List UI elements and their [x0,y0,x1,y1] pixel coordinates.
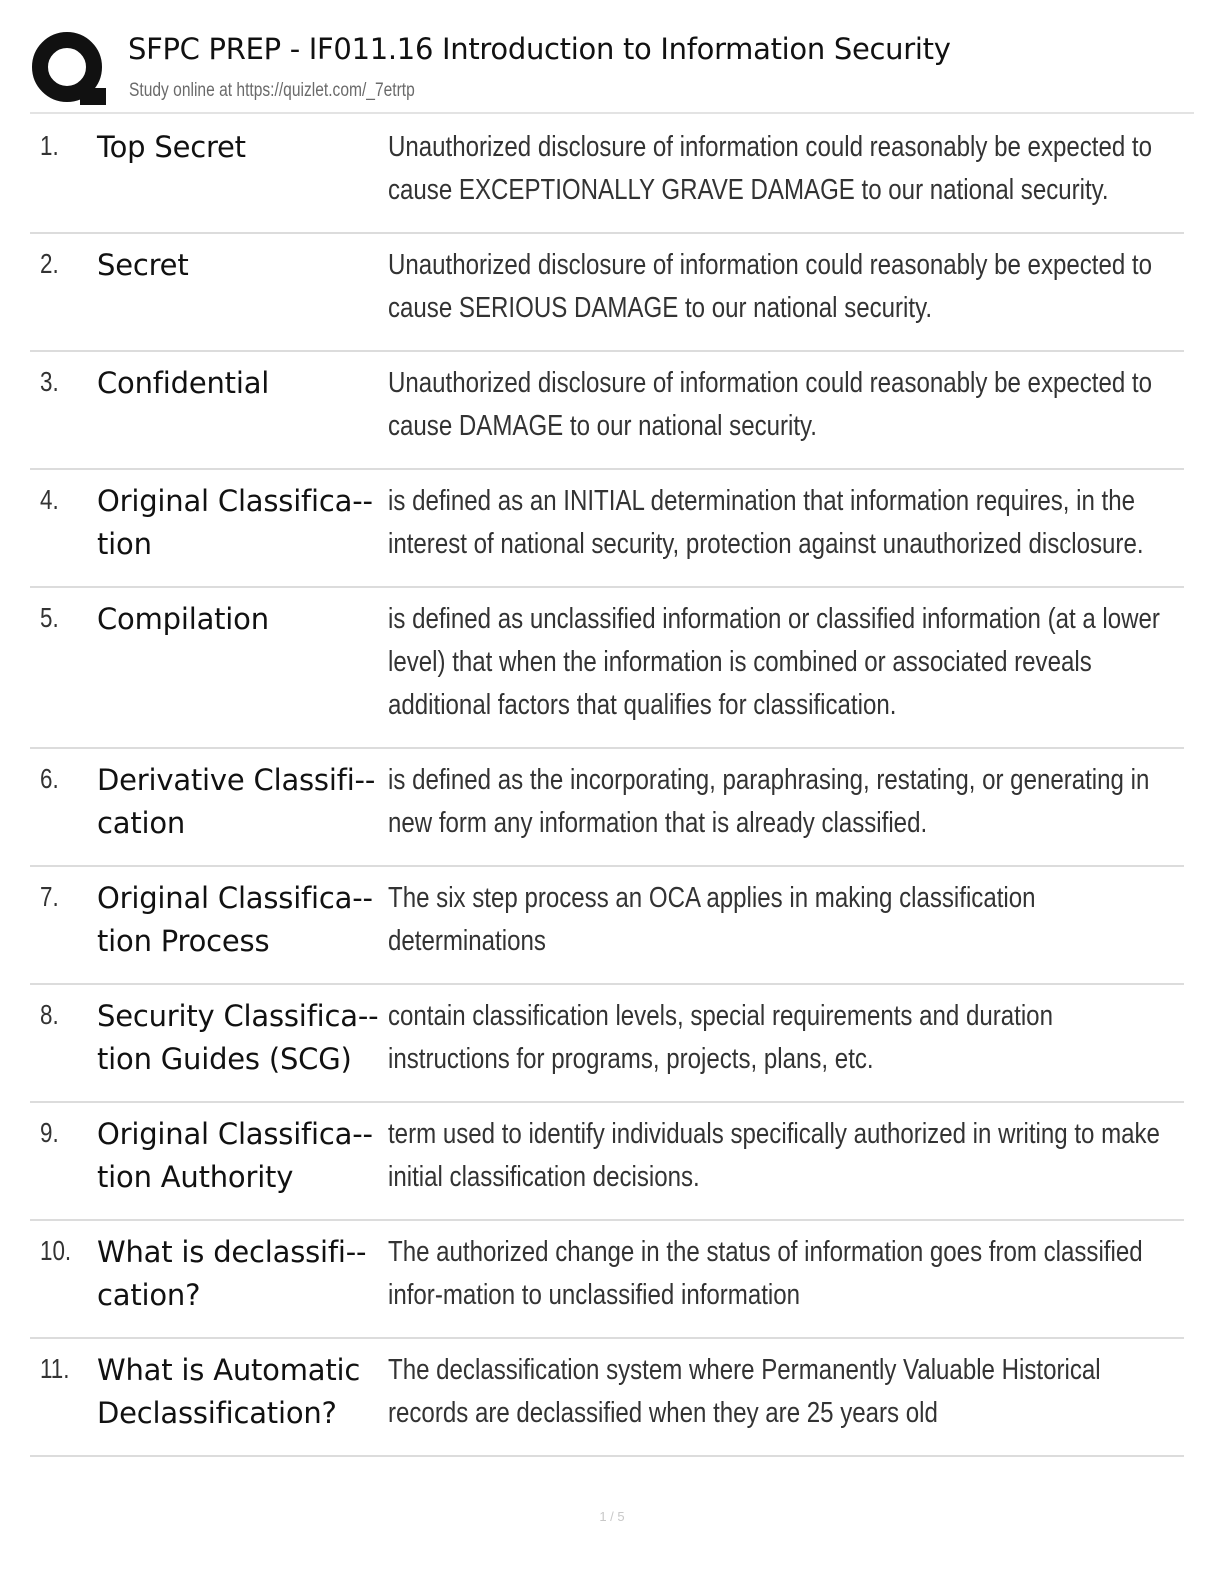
card-definition: is defined as an INITIAL determination that information requires, in the interest of national security, protection against unauthorized disclosure. [388,485,1144,560]
flashcard-row [30,1221,1184,1339]
card-number: 11. [40,1353,70,1384]
card-definition: Unauthorized disclosure of information could reasonably be expected to cause EXCEPTIONALLY GRAVE DAMAGE to our national security. [388,131,1153,206]
flashcard-row [30,1103,1184,1221]
card-term: What is declassifi-cation? [97,1235,367,1312]
quizlet-q-logo-icon [30,30,110,110]
card-definition: The authorized change in the status of information goes from classified infor-mation to unclassified information [388,1236,1143,1311]
card-term: What is Automatic Declassification? [97,1353,361,1430]
header-divider [30,112,1194,114]
card-term: Compilation [97,602,269,636]
card-definition: The six step process an OCA applies in making classification determinations [388,882,1036,957]
flashcard-row [30,1339,1184,1457]
card-definition: is defined as the incorporating, paraphrasing, restating, or generating in new form any information that is already classified. [388,764,1150,839]
card-term: Original Classifica-tion Process [97,881,373,958]
flashcard-row [30,867,1184,985]
flashcard-row [30,749,1184,867]
card-term: Derivative Classifi-cation [97,763,376,840]
card-number: 6. [40,763,59,794]
card-number: 1. [40,130,59,161]
document-title: SFPC PREP - IF011.16 Introduction to Information Security [128,32,951,66]
card-definition: contain classification levels, special requirements and duration instructions for programs, projects, plans, etc. [388,1000,1053,1075]
flashcard-list [30,116,1184,1457]
flashcard-row [30,116,1184,234]
card-term: Confidential [97,366,270,400]
card-definition: Unauthorized disclosure of information could reasonably be expected to cause SERIOUS DAMAGE to our national security. [388,249,1153,324]
document-header [30,28,1194,114]
card-definition: The declassification system where Permanently Valuable Historical records are declassified when they are 25 years old [388,1354,1101,1429]
card-number: 9. [40,1117,59,1148]
study-online-link[interactable]: Study online at https://quizlet.com/_7etrtp [129,80,415,101]
flashcard-row [30,588,1184,749]
page-number: 1 / 5 [599,1509,625,1524]
card-definition: term used to identify individuals specifically authorized in writing to make initial classification decisions. [388,1118,1160,1193]
card-number: 10. [40,1235,72,1266]
card-number: 4. [40,484,59,515]
card-term: Original Classifica-tion Authority [97,1117,373,1194]
card-term: Secret [97,248,189,282]
flashcard-row [30,470,1184,588]
card-number: 7. [40,881,59,912]
card-term: Original Classifica-tion [97,484,373,561]
card-term: Top Secret [97,130,246,164]
card-number: 8. [40,999,59,1030]
card-number: 3. [40,366,59,397]
flashcard-row [30,985,1184,1103]
card-number: 2. [40,248,59,279]
flashcard-row [30,352,1184,470]
card-term: Security Classifica-tion Guides (SCG) [97,999,379,1076]
flashcard-row [30,234,1184,352]
card-number: 5. [40,602,59,633]
card-definition: Unauthorized disclosure of information could reasonably be expected to cause DAMAGE to our national security. [388,367,1153,442]
card-definition: is defined as unclassified information or classified information (at a lower level) that when the information is combined or associated reveals additional factors that qualifies for classification. [388,603,1160,721]
